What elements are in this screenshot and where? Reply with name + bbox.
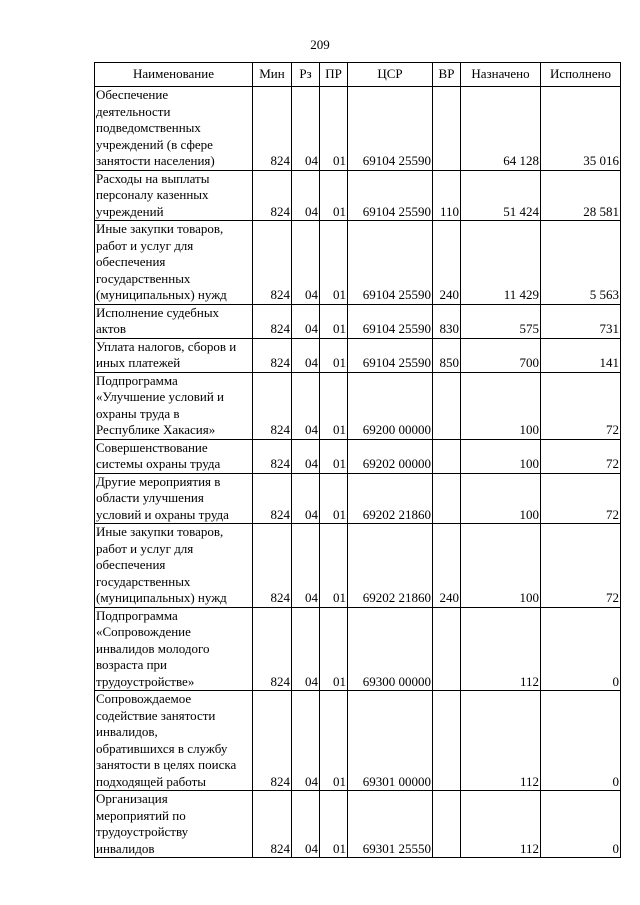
row-assigned-cell: 112: [461, 791, 541, 858]
row-rz-cell: 04: [292, 791, 320, 858]
row-vr-cell: 830: [433, 304, 461, 338]
row-csr-cell: 69104 25590: [348, 338, 433, 372]
row-executed-cell: 72: [541, 524, 621, 608]
row-vr-cell: [433, 439, 461, 473]
table-row: [95, 791, 621, 858]
row-name-cell: Обеспечение деятельности подведомственных учреждений (в сфере занятости населения): [95, 87, 253, 171]
row-executed-cell: 0: [541, 691, 621, 791]
row-csr-cell: 69301 00000: [348, 691, 433, 791]
row-min-cell: 824: [253, 304, 292, 338]
row-vr-cell: 240: [433, 524, 461, 608]
row-executed-cell: 731: [541, 304, 621, 338]
row-executed-cell: 35 016: [541, 87, 621, 171]
row-executed-cell: 72: [541, 372, 621, 439]
row-pr-cell: 01: [320, 791, 348, 858]
table-row: [95, 473, 621, 524]
table-header-row: [95, 63, 621, 87]
table-row: [95, 524, 621, 608]
row-csr-cell: 69300 00000: [348, 607, 433, 691]
header-pr: ПР: [320, 63, 348, 87]
row-pr-cell: 01: [320, 524, 348, 608]
row-executed-cell: 5 563: [541, 221, 621, 305]
row-pr-cell: 01: [320, 372, 348, 439]
table-row: [95, 372, 621, 439]
row-assigned-cell: 100: [461, 473, 541, 524]
row-vr-cell: 240: [433, 221, 461, 305]
row-csr-cell: 69202 21860: [348, 473, 433, 524]
row-name-cell: Совершенствование системы охраны труда: [95, 439, 253, 473]
row-rz-cell: 04: [292, 338, 320, 372]
row-vr-cell: [433, 691, 461, 791]
header-min: Мин: [253, 63, 292, 87]
row-name-cell: Исполнение судебных актов: [95, 304, 253, 338]
row-vr-cell: 110: [433, 170, 461, 221]
row-min-cell: 824: [253, 87, 292, 171]
row-assigned-cell: 11 429: [461, 221, 541, 305]
header-name: Наименование: [95, 63, 253, 87]
header-assigned: Назначено: [461, 63, 541, 87]
row-pr-cell: 01: [320, 439, 348, 473]
page-number: 209: [310, 37, 330, 52]
row-name-cell: Организация мероприятий по трудоустройству инвалидов: [95, 791, 253, 858]
row-min-cell: 824: [253, 372, 292, 439]
row-csr-cell: 69301 25550: [348, 791, 433, 858]
row-pr-cell: 01: [320, 170, 348, 221]
row-min-cell: 824: [253, 439, 292, 473]
row-rz-cell: 04: [292, 170, 320, 221]
row-vr-cell: [433, 372, 461, 439]
row-min-cell: 824: [253, 473, 292, 524]
budget-table: [94, 62, 621, 858]
table-row: [95, 87, 621, 171]
row-assigned-cell: 112: [461, 607, 541, 691]
row-min-cell: 824: [253, 691, 292, 791]
row-executed-cell: 72: [541, 473, 621, 524]
row-min-cell: 824: [253, 221, 292, 305]
row-rz-cell: 04: [292, 372, 320, 439]
row-rz-cell: 04: [292, 439, 320, 473]
row-min-cell: 824: [253, 524, 292, 608]
table-row: [95, 691, 621, 791]
row-name-cell: Подпрограмма «Улучшение условий и охраны труда в Республике Хакасия»: [95, 372, 253, 439]
row-pr-cell: 01: [320, 691, 348, 791]
row-rz-cell: 04: [292, 221, 320, 305]
row-assigned-cell: 100: [461, 372, 541, 439]
row-pr-cell: 01: [320, 338, 348, 372]
row-name-cell: Другие мероприятия в области улучшения условий и охраны труда: [95, 473, 253, 524]
table-row: [95, 170, 621, 221]
row-rz-cell: 04: [292, 87, 320, 171]
header-vr: ВР: [433, 63, 461, 87]
row-pr-cell: 01: [320, 473, 348, 524]
row-vr-cell: [433, 87, 461, 171]
row-assigned-cell: 575: [461, 304, 541, 338]
row-pr-cell: 01: [320, 304, 348, 338]
table-row: [95, 304, 621, 338]
row-pr-cell: 01: [320, 87, 348, 171]
row-name-cell: Подпрограмма «Сопровождение инвалидов молодого возраста при трудоустройстве»: [95, 607, 253, 691]
row-name-cell: Иные закупки товаров, работ и услуг для обеспечения государственных (муниципальных) нужд: [95, 221, 253, 305]
row-name-cell: Сопровождаемое содействие занятости инвалидов, обратившихся в службу занятости в целях поиска подходящей работы: [95, 691, 253, 791]
row-min-cell: 824: [253, 170, 292, 221]
row-executed-cell: 72: [541, 439, 621, 473]
table-row: [95, 221, 621, 305]
row-csr-cell: 69104 25590: [348, 170, 433, 221]
row-rz-cell: 04: [292, 304, 320, 338]
row-csr-cell: 69104 25590: [348, 304, 433, 338]
row-assigned-cell: 64 128: [461, 87, 541, 171]
row-min-cell: 824: [253, 338, 292, 372]
row-rz-cell: 04: [292, 691, 320, 791]
row-min-cell: 824: [253, 791, 292, 858]
table-row: [95, 439, 621, 473]
row-name-cell: Уплата налогов, сборов и иных платежей: [95, 338, 253, 372]
table-row: [95, 607, 621, 691]
row-assigned-cell: 700: [461, 338, 541, 372]
table-row: [95, 338, 621, 372]
row-min-cell: 824: [253, 607, 292, 691]
row-executed-cell: 141: [541, 338, 621, 372]
row-csr-cell: 69202 21860: [348, 524, 433, 608]
row-name-cell: Иные закупки товаров, работ и услуг для обеспечения государственных (муниципальных) нужд: [95, 524, 253, 608]
row-assigned-cell: 112: [461, 691, 541, 791]
row-rz-cell: 04: [292, 607, 320, 691]
row-csr-cell: 69104 25590: [348, 221, 433, 305]
row-executed-cell: 0: [541, 791, 621, 858]
row-assigned-cell: 51 424: [461, 170, 541, 221]
row-rz-cell: 04: [292, 473, 320, 524]
row-csr-cell: 69200 00000: [348, 372, 433, 439]
row-vr-cell: [433, 473, 461, 524]
row-csr-cell: 69104 25590: [348, 87, 433, 171]
row-pr-cell: 01: [320, 607, 348, 691]
row-executed-cell: 0: [541, 607, 621, 691]
row-vr-cell: [433, 607, 461, 691]
row-pr-cell: 01: [320, 221, 348, 305]
row-vr-cell: [433, 791, 461, 858]
row-vr-cell: 850: [433, 338, 461, 372]
header-csr: ЦСР: [348, 63, 433, 87]
row-rz-cell: 04: [292, 524, 320, 608]
row-name-cell: Расходы на выплаты персоналу казенных учреждений: [95, 170, 253, 221]
header-executed: Исполнено: [541, 63, 621, 87]
row-executed-cell: 28 581: [541, 170, 621, 221]
row-csr-cell: 69202 00000: [348, 439, 433, 473]
header-rz: Рз: [292, 63, 320, 87]
row-assigned-cell: 100: [461, 524, 541, 608]
row-assigned-cell: 100: [461, 439, 541, 473]
